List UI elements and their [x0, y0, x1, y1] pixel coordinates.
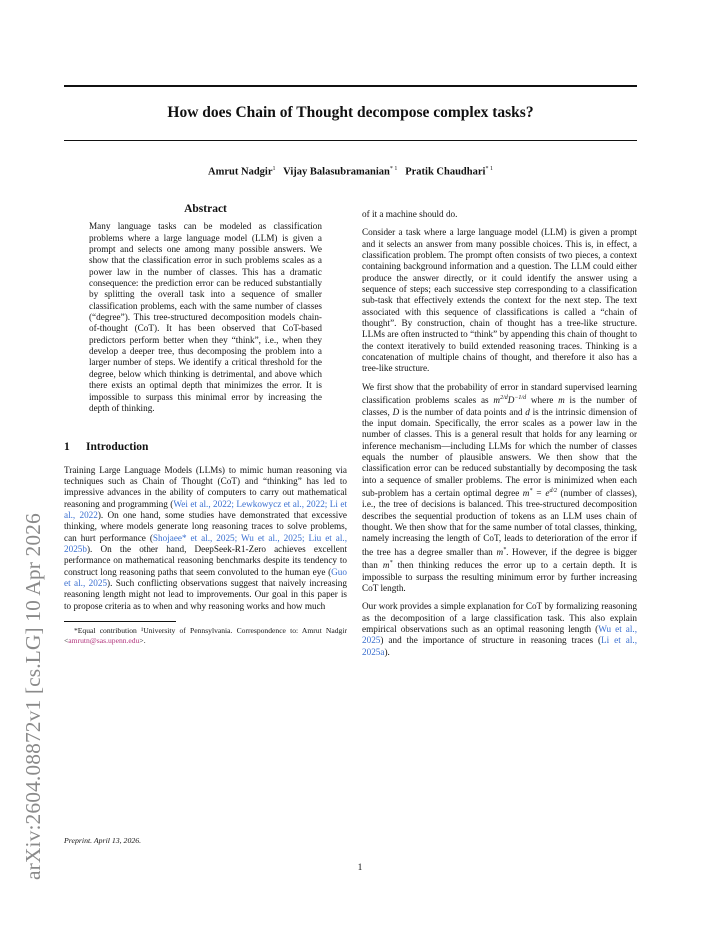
math-symbol: m: [558, 395, 565, 406]
preprint-note: Preprint. April 13, 2026.: [64, 836, 142, 845]
citation-link[interactable]: Guo et al., 2025: [64, 566, 347, 588]
text-run: is the number of data points and: [399, 406, 526, 417]
section-heading-introduction: [64, 442, 347, 453]
page-number: 1: [357, 863, 363, 873]
math-symbol: D: [392, 406, 400, 417]
section-number: 1: [64, 441, 70, 454]
citation-link[interactable]: Wei et al., 2022; Lewkowycz et al., 2022; Li et al., 2022: [64, 498, 347, 520]
text-run: where: [526, 395, 559, 406]
text-run: then thinking reduces the error up to a certain depth. It is impossible to surpass the resulting minimum error by further increasing CoT length.: [362, 560, 637, 593]
footnote-text: *Equal contribution ¹University of Pennsylvania. Correspondence to: Amrut Nadgir <: [64, 626, 347, 645]
right-paragraph: [362, 601, 637, 658]
left-column: [64, 204, 347, 645]
text-run: ) and the importance of structure in reasoning traces (: [380, 635, 602, 646]
author-name: Amrut Nadgir: [208, 166, 273, 178]
author-affiliation: * 1: [485, 166, 493, 172]
right-column: [362, 209, 637, 665]
intro-paragraph: [64, 465, 347, 612]
text-run: ). On the other hand, DeepSeek-R1-Zero achieves excellent performance on mathematical reasoning benchmarks despite its tendency to construct long reasoning paths that seem convoluted to the human eye (: [64, 543, 347, 577]
right-paragraph: Consider a task where a large language model (LLM) is given a prompt and it selects an answer from many possible choices. This is, in effect, a classification problem. The prompt often consists of two pieces, a context containing background information and a question. The LLM could either produce the answer directly, or it could identify the answer using a sequence of steps; each successive step corresponding to a classification sub-task that effectively extends the context for the next step. The text associated with this sequence of classifications is called a “chain of thought”. By construction, chain of thought has a tree-like structure. LLMs are often instructed to “think” by appending this chain of thought to the context iteratively to build extended reasoning traces. Thinking is a concatenation of multiple chains of thought, and therefore it also has a tree-like structure.: [362, 227, 637, 374]
text-run: Our work provides a simple explanation for CoT by formalizing reasoning as the decomposition of a large classification task. This also explain empirical observations such as an optimal reasoning length (: [362, 601, 637, 634]
citation-link[interactable]: Wu et al., 2025: [362, 623, 637, 646]
text-run: . However, if the degree is bigger than: [362, 546, 637, 571]
footnote: [64, 626, 347, 645]
footnote-end: >.: [139, 635, 146, 645]
right-paragraph: of it a machine should do.: [362, 209, 458, 219]
title-bottom-rule: [64, 140, 637, 141]
text-run: is the intrinsic dimension of the input domain. Specifically, the error scales as a power law in the number of classes. This is a general result that holds for any learning or inference mechanism—including LLMs for which the number of classes equals the number of plausible answers. We then show that the classification error can be reduced substantially by decomposing the task into a sequence of smaller problems. The error is minimized when each sub-problem has a certain optimal degree: [362, 406, 637, 499]
citation-link[interactable]: Shojaee* et al., 2025; Wu et al., 2025; Liu et al., 2025b: [64, 532, 347, 554]
author-affiliation: * 1: [389, 166, 398, 172]
citation-link[interactable]: Li et al., 2025a: [362, 635, 637, 657]
text-run: We first show that the probability of error in standard supervised learning classification problems scales as: [362, 381, 637, 406]
email-link[interactable]: amrutn@sas.upenn.edu: [68, 635, 140, 645]
text-run: ).: [384, 646, 390, 657]
text-run: Training Large Language Models (LLMs) to mimic human reasoning via techniques such as Chain of Thought (CoT) and “thinking” has led to impressive advances in the ability of computers to carry out mathematical reasoning and programming (: [64, 464, 347, 509]
text-run: (number of classes), i.e., the tree of decisions is balanced. This tree-structured decomposition describes the sequential production of tokens as an LLM uses chain of thought. We then show that for the same number of total classes, thinking, namely increasing the length of CoT, leads to deterioration of the error if the tree has a degree smaller than: [362, 488, 637, 557]
arxiv-identifier: arXiv:2604.08872v1 [cs.LG] 10 Apr 2026: [21, 513, 45, 880]
abstract-body: Many language tasks can be modeled as classification problems where a large language model (LLM) is given a prompt and selects one among many possible answers. We show that the classification error in such problems scales as a power law in the number of classes. This has a dramatic consequence: the prediction error can be reduced substantially by splitting the overall task into a sequence of smaller classification problems, each with the same number of classes (“degree”). This tree-structured decomposition models chain-of-thought (CoT). It has been observed that CoT-based predictors perform better when they “think”, i.e., when they develop a deeper tree, thus decomposing the problem into a larger number of steps. We identify a critical threshold for the degree, below which thinking is detrimental, and above which there exists an optimal depth that minimizes the error. It is impossible to surpass this minimal error by increasing the depth of thinking.: [89, 221, 322, 413]
top-rule: [64, 85, 637, 87]
author-name: Pratik Chaudhari: [405, 166, 486, 178]
text-run: ). On one hand, some studies have demonstrated that excessive thinking, where models generate long reasoning traces to solve problems, can hurt performance (: [64, 509, 347, 543]
math-symbol: m*: [382, 560, 393, 571]
math-symbol: d: [525, 406, 530, 417]
author-affiliation: 1: [272, 166, 276, 172]
math-formula-optimal-degree: $m^* = e^{d/2}$: [522, 487, 558, 499]
right-paragraph: [362, 382, 637, 594]
math-symbol: m*: [496, 546, 507, 557]
text-run: is the number of classes,: [362, 395, 637, 417]
section-title: Introduction: [86, 441, 149, 454]
author-list: [64, 166, 637, 178]
author-name: Vijay Balasubramanian: [283, 166, 390, 178]
abstract-heading: Abstract: [184, 203, 227, 215]
paper-title: How does Chain of Thought decompose complex tasks?: [167, 104, 534, 121]
footnote-rule: [64, 621, 176, 622]
math-formula-error-scaling: $m^{2/d}D^{-1/d}$: [493, 395, 527, 406]
text-run: ). Such conflicting observations suggest that naively increasing reasoning length might not lead to improvements. Our goal in this paper is to propose criteria as to when and why reasoning works and how much: [64, 577, 347, 611]
